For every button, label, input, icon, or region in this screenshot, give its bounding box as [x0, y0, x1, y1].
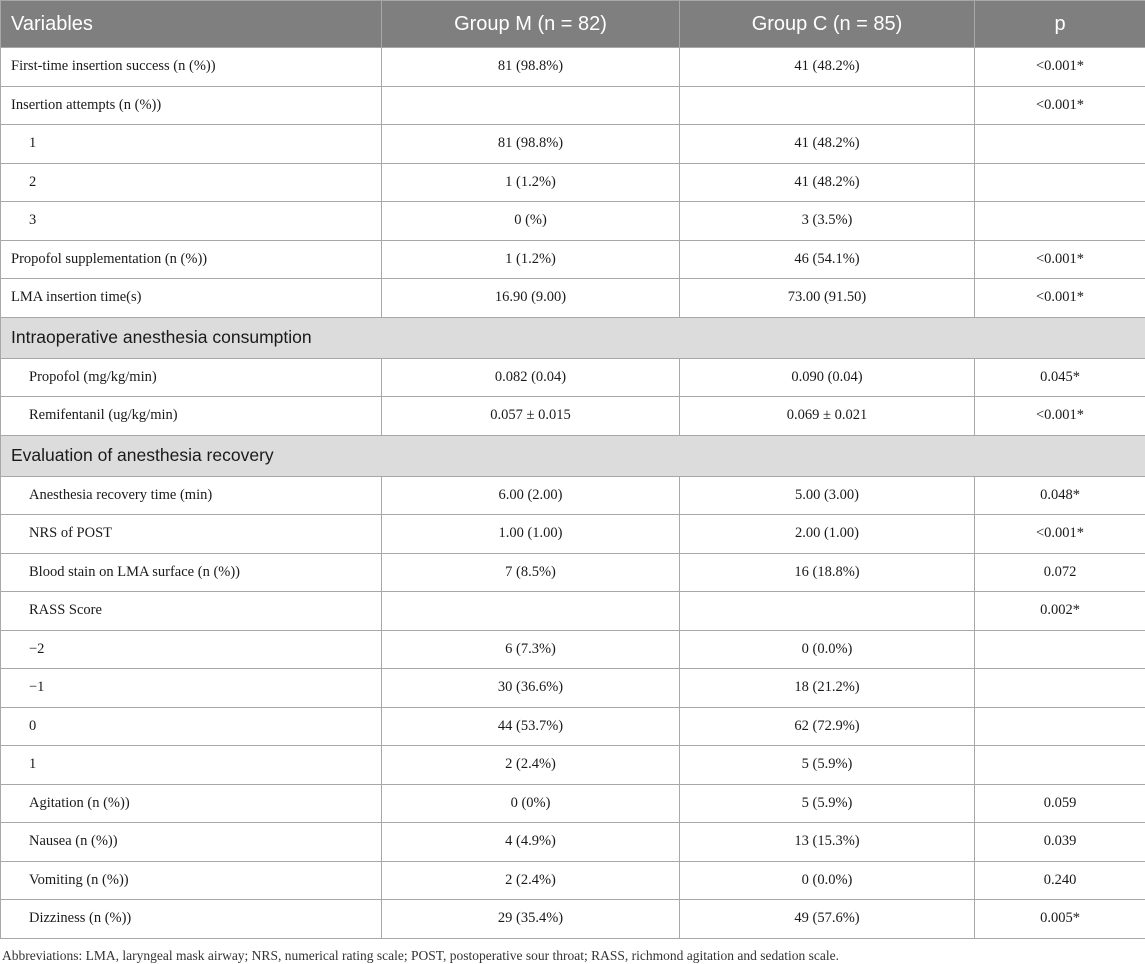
variable-cell: Nausea (n (%)): [1, 823, 382, 862]
table-row: [1, 784, 1145, 823]
table-footnote: Abbreviations: LMA, laryngeal mask airway; NRS, numerical rating scale; POST, postoperative sour throat; RASS, richmond agitation and sedation scale.: [0, 939, 1145, 964]
group-c-cell: 5.00 (3.00): [680, 476, 975, 515]
header-variables: Variables: [1, 1, 382, 48]
group-c-cell: 73.00 (91.50): [680, 279, 975, 318]
table-row: [1, 553, 1145, 592]
group-c-cell: 3 (3.5%): [680, 202, 975, 241]
group-c-cell: 2.00 (1.00): [680, 515, 975, 554]
variable-cell: Anesthesia recovery time (min): [1, 476, 382, 515]
variable-cell: Propofol supplementation (n (%)): [1, 240, 382, 279]
variable-cell: −1: [1, 669, 382, 708]
table-row: [1, 630, 1145, 669]
variable-cell: RASS Score: [1, 592, 382, 631]
group-m-cell: 30 (36.6%): [382, 669, 680, 708]
variable-cell: First-time insertion success (n (%)): [1, 48, 382, 87]
table-row: [1, 397, 1145, 436]
group-c-cell: 62 (72.9%): [680, 707, 975, 746]
p-value-cell: [975, 202, 1145, 241]
group-m-cell: 6.00 (2.00): [382, 476, 680, 515]
group-c-cell: 41 (48.2%): [680, 125, 975, 164]
table-row: [1, 823, 1145, 862]
p-value-cell: [975, 746, 1145, 785]
group-m-cell: 6 (7.3%): [382, 630, 680, 669]
table-row: [1, 86, 1145, 125]
p-value-cell: <0.001*: [975, 86, 1145, 125]
group-m-cell: 44 (53.7%): [382, 707, 680, 746]
p-value-cell: [975, 707, 1145, 746]
table-row: [1, 592, 1145, 631]
header-p-value: p: [975, 1, 1145, 48]
table-row: [1, 358, 1145, 397]
group-c-cell: 41 (48.2%): [680, 48, 975, 87]
variable-cell: 0: [1, 707, 382, 746]
p-value-cell: <0.001*: [975, 279, 1145, 318]
group-m-cell: 7 (8.5%): [382, 553, 680, 592]
p-value-cell: <0.001*: [975, 48, 1145, 87]
group-m-cell: [382, 592, 680, 631]
p-value-cell: 0.002*: [975, 592, 1145, 631]
table-row: [1, 202, 1145, 241]
variable-cell: NRS of POST: [1, 515, 382, 554]
section-label: Intraoperative anesthesia consumption: [1, 317, 1145, 358]
table-body: [1, 48, 1145, 939]
group-c-cell: 0 (0.0%): [680, 861, 975, 900]
group-m-cell: 1 (1.2%): [382, 163, 680, 202]
table-row: [1, 669, 1145, 708]
header-row: [1, 1, 1145, 48]
p-value-cell: [975, 125, 1145, 164]
group-c-cell: 5 (5.9%): [680, 784, 975, 823]
p-value-cell: [975, 163, 1145, 202]
variable-cell: Propofol (mg/kg/min): [1, 358, 382, 397]
group-c-cell: 13 (15.3%): [680, 823, 975, 862]
table-row: [1, 515, 1145, 554]
table-row: [1, 163, 1145, 202]
section-row: [1, 435, 1145, 476]
group-m-cell: 0.057 ± 0.015: [382, 397, 680, 436]
group-c-cell: [680, 86, 975, 125]
variable-cell: Dizziness (n (%)): [1, 900, 382, 939]
variable-cell: 2: [1, 163, 382, 202]
group-m-cell: 81 (98.8%): [382, 125, 680, 164]
variable-cell: −2: [1, 630, 382, 669]
p-value-cell: <0.001*: [975, 515, 1145, 554]
p-value-cell: 0.059: [975, 784, 1145, 823]
variable-cell: 1: [1, 125, 382, 164]
section-row: [1, 317, 1145, 358]
group-c-cell: 18 (21.2%): [680, 669, 975, 708]
variable-cell: Blood stain on LMA surface (n (%)): [1, 553, 382, 592]
table-header: [1, 1, 1145, 48]
group-c-cell: 16 (18.8%): [680, 553, 975, 592]
group-c-cell: 0.090 (0.04): [680, 358, 975, 397]
group-m-cell: 29 (35.4%): [382, 900, 680, 939]
group-c-cell: 0.069 ± 0.021: [680, 397, 975, 436]
group-m-cell: 2 (2.4%): [382, 746, 680, 785]
group-m-cell: 16.90 (9.00): [382, 279, 680, 318]
group-c-cell: 0 (0.0%): [680, 630, 975, 669]
variable-cell: 1: [1, 746, 382, 785]
group-m-cell: 1 (1.2%): [382, 240, 680, 279]
p-value-cell: <0.001*: [975, 240, 1145, 279]
p-value-cell: 0.005*: [975, 900, 1145, 939]
p-value-cell: 0.240: [975, 861, 1145, 900]
table-row: [1, 746, 1145, 785]
table-row: [1, 48, 1145, 87]
group-m-cell: 0.082 (0.04): [382, 358, 680, 397]
table-row: [1, 279, 1145, 318]
group-m-cell: 81 (98.8%): [382, 48, 680, 87]
header-group-m: Group M (n = 82): [382, 1, 680, 48]
variable-cell: 3: [1, 202, 382, 241]
table-row: [1, 125, 1145, 164]
p-value-cell: 0.045*: [975, 358, 1145, 397]
table-row: [1, 476, 1145, 515]
table-row: [1, 900, 1145, 939]
p-value-cell: 0.072: [975, 553, 1145, 592]
table-row: [1, 861, 1145, 900]
group-c-cell: 41 (48.2%): [680, 163, 975, 202]
table-row: [1, 707, 1145, 746]
group-m-cell: 0 (0%): [382, 784, 680, 823]
group-c-cell: 46 (54.1%): [680, 240, 975, 279]
variable-cell: Insertion attempts (n (%)): [1, 86, 382, 125]
group-m-cell: 4 (4.9%): [382, 823, 680, 862]
variable-cell: LMA insertion time(s): [1, 279, 382, 318]
group-m-cell: 0 (%): [382, 202, 680, 241]
variable-cell: Remifentanil (ug/kg/min): [1, 397, 382, 436]
variable-cell: Vomiting (n (%)): [1, 861, 382, 900]
group-m-cell: 1.00 (1.00): [382, 515, 680, 554]
table-row: [1, 240, 1145, 279]
group-c-cell: [680, 592, 975, 631]
p-value-cell: 0.039: [975, 823, 1145, 862]
p-value-cell: <0.001*: [975, 397, 1145, 436]
p-value-cell: [975, 669, 1145, 708]
group-c-cell: 5 (5.9%): [680, 746, 975, 785]
variable-cell: Agitation (n (%)): [1, 784, 382, 823]
group-c-cell: 49 (57.6%): [680, 900, 975, 939]
section-label: Evaluation of anesthesia recovery: [1, 435, 1145, 476]
group-m-cell: 2 (2.4%): [382, 861, 680, 900]
group-m-cell: [382, 86, 680, 125]
header-group-c: Group C (n = 85): [680, 1, 975, 48]
p-value-cell: 0.048*: [975, 476, 1145, 515]
p-value-cell: [975, 630, 1145, 669]
